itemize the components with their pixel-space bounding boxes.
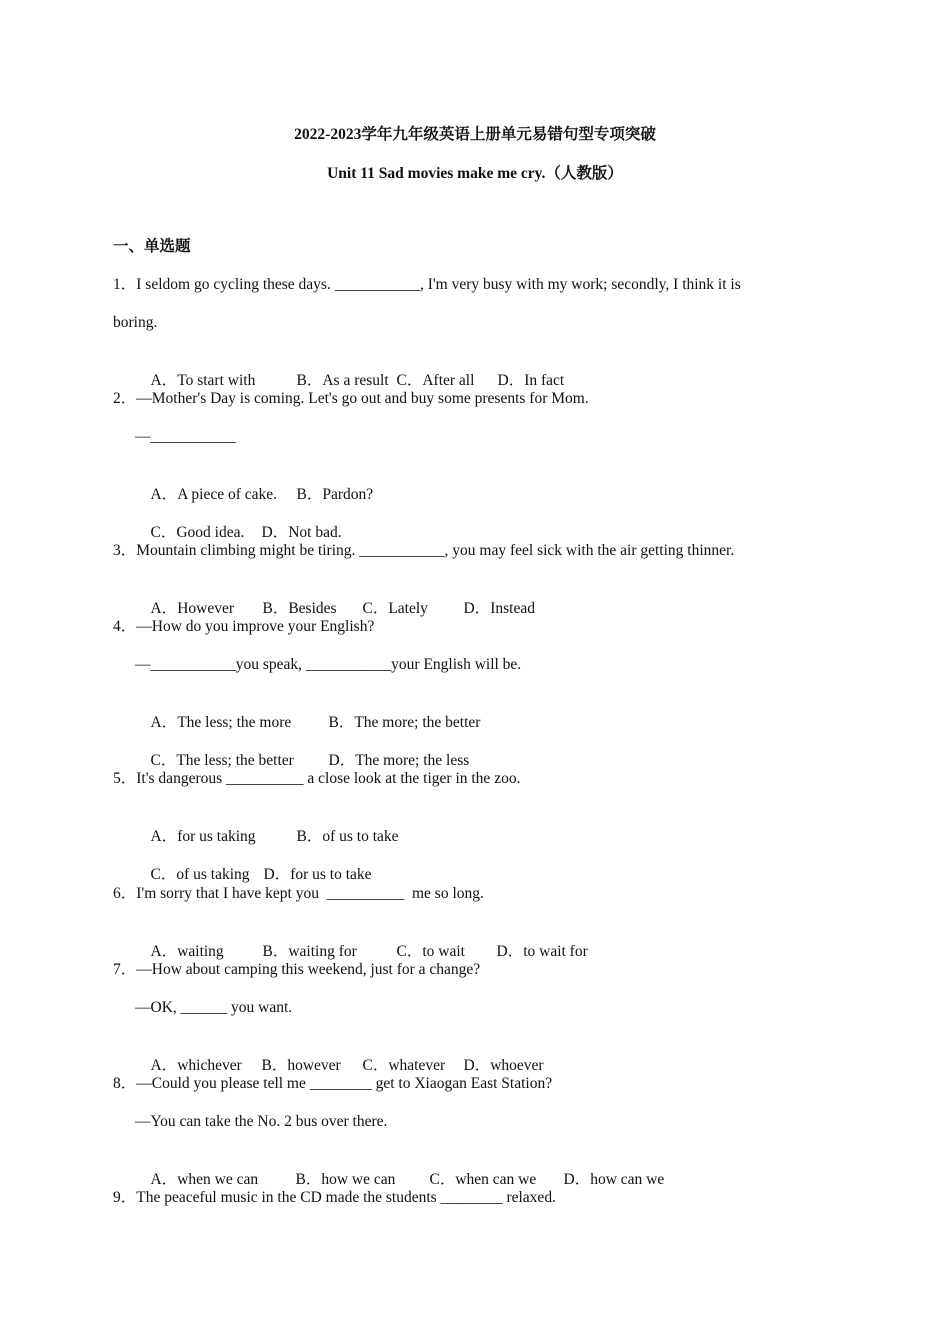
option-a[interactable]: A．However: [150, 600, 235, 617]
option-d[interactable]: D．how can we: [563, 1171, 665, 1188]
option-d[interactable]: D．In fact: [497, 372, 565, 389]
option-d[interactable]: D．Instead: [463, 600, 535, 617]
question-text: The peaceful music in the CD made the students ________ relaxed.: [136, 1189, 556, 1206]
page-title: 2022-2023学年九年级英语上册单元易错句型专项突破: [294, 126, 656, 143]
option-c[interactable]: C．After all: [396, 372, 475, 389]
question-2-reply: —___________: [135, 428, 236, 445]
question-text: —Could you please tell me ________ get to Xiaogan East Station?: [136, 1075, 553, 1092]
question-4-stem: [113, 617, 374, 637]
option-b[interactable]: B．The more; the better: [328, 714, 481, 731]
option-d[interactable]: D．to wait for: [496, 943, 588, 960]
question-text: I seldom go cycling these days. ___________, I'm very busy with my work; secondly, I think it is: [136, 276, 741, 293]
question-8-reply: —You can take the No. 2 bus over there.: [135, 1113, 388, 1130]
question-1-stem: [113, 275, 741, 295]
question-text: —Mother's Day is coming. Let's go out and buy some presents for Mom.: [136, 390, 589, 407]
option-a[interactable]: A．A piece of cake.: [150, 486, 278, 503]
option-b[interactable]: B．of us to take: [296, 828, 399, 845]
option-a[interactable]: A．waiting: [150, 943, 224, 960]
option-a[interactable]: A．The less; the more: [150, 714, 292, 731]
option-b[interactable]: B．As a result: [296, 372, 389, 389]
question-2-stem: [113, 389, 589, 409]
option-c[interactable]: C．when can we: [429, 1171, 537, 1188]
question-6-stem: [113, 884, 484, 904]
question-number: 9．: [113, 1189, 137, 1206]
option-c[interactable]: C．Good idea.: [150, 524, 245, 541]
option-b[interactable]: B．however: [261, 1057, 341, 1074]
question-text: I'm sorry that I have kept you __________ me so long.: [136, 885, 484, 902]
section-heading: 一、单选题: [113, 238, 191, 255]
option-a[interactable]: A．whichever: [150, 1057, 242, 1074]
question-7-stem: [113, 960, 480, 980]
question-7-reply: —OK, ______ you want.: [135, 999, 293, 1016]
option-c[interactable]: C．The less; the better: [150, 752, 294, 769]
page-subtitle: Unit 11 Sad movies make me cry.（人教版）: [327, 165, 623, 182]
question-number: 8．: [113, 1075, 137, 1092]
option-c[interactable]: C．of us taking: [150, 866, 250, 883]
question-9-stem: [113, 1188, 556, 1208]
option-b[interactable]: B．waiting for: [262, 943, 357, 960]
option-a[interactable]: A．when we can: [150, 1171, 259, 1188]
question-number: 7．: [113, 961, 137, 978]
option-c[interactable]: C．to wait: [396, 943, 465, 960]
question-number: 5．: [113, 770, 137, 787]
option-b[interactable]: B．how we can: [295, 1171, 396, 1188]
question-text: Mountain climbing might be tiring. ___________, you may feel sick with the air getting thinner.: [136, 542, 735, 559]
question-text: —How about camping this weekend, just for a change?: [136, 961, 481, 978]
question-3-stem: [113, 541, 734, 561]
question-number: 6．: [113, 885, 137, 902]
question-number: 1．: [113, 276, 137, 293]
option-c[interactable]: C．whatever: [362, 1057, 446, 1074]
option-d[interactable]: D．whoever: [463, 1057, 544, 1074]
question-5-stem: [113, 769, 520, 789]
option-d[interactable]: D．for us to take: [263, 866, 372, 883]
question-1-stem-cont: boring.: [113, 314, 158, 331]
option-a[interactable]: A．for us taking: [150, 828, 256, 845]
option-c[interactable]: C．Lately: [362, 600, 428, 617]
option-a[interactable]: A．To start with: [150, 372, 256, 389]
question-4-reply: —___________you speak, ___________your English will be.: [135, 656, 522, 673]
question-number: 3．: [113, 542, 137, 559]
question-text: —How do you improve your English?: [136, 618, 375, 635]
option-d[interactable]: D．The more; the less: [328, 752, 470, 769]
option-b[interactable]: B．Pardon?: [296, 486, 374, 503]
option-b[interactable]: B．Besides: [262, 600, 337, 617]
question-8-stem: [113, 1074, 552, 1094]
question-number: 4．: [113, 618, 137, 635]
question-number: 2．: [113, 390, 137, 407]
option-d[interactable]: D．Not bad.: [261, 524, 342, 541]
question-text: It's dangerous __________ a close look at the tiger in the zoo.: [136, 770, 521, 787]
